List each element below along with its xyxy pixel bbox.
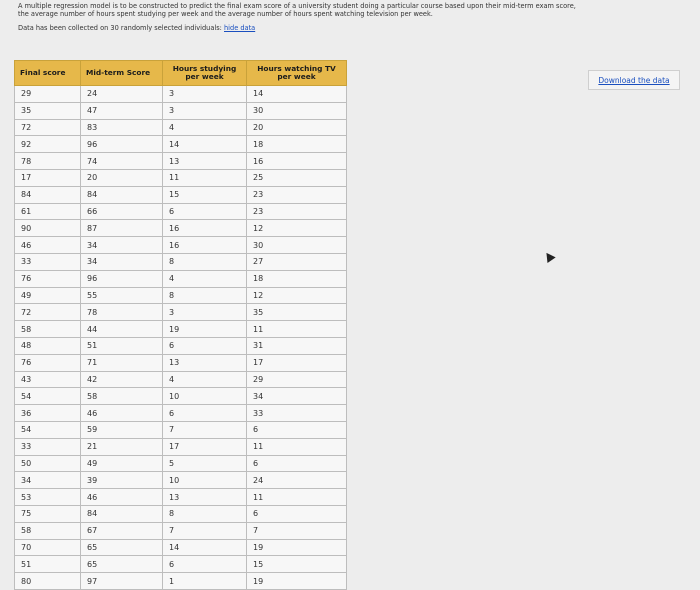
- table-cell: 29: [15, 86, 81, 103]
- table-cell: 67: [81, 522, 163, 539]
- table-row: [15, 220, 347, 237]
- table-cell: 13: [163, 489, 247, 506]
- table-row: [15, 186, 347, 203]
- table-cell: 12: [247, 220, 347, 237]
- table-cell: 23: [247, 186, 347, 203]
- table-cell: 3: [163, 102, 247, 119]
- table-row: [15, 287, 347, 304]
- table-cell: 61: [15, 203, 81, 220]
- table-cell: 4: [163, 371, 247, 388]
- header-hours-studying: Hours studying per week: [163, 61, 247, 86]
- table-cell: 10: [163, 472, 247, 489]
- table-cell: 92: [15, 136, 81, 153]
- table-cell: 55: [81, 287, 163, 304]
- table-row: [15, 337, 347, 354]
- table-cell: 80: [15, 573, 81, 590]
- table-row: [15, 119, 347, 136]
- table-cell: 6: [247, 505, 347, 522]
- table-cell: 42: [81, 371, 163, 388]
- table-cell: 1: [163, 573, 247, 590]
- table-cell: 24: [81, 86, 163, 103]
- table-cell: 8: [163, 505, 247, 522]
- data-table: [14, 60, 347, 590]
- table-cell: 84: [81, 505, 163, 522]
- table-cell: 59: [81, 421, 163, 438]
- table-cell: 7: [247, 522, 347, 539]
- table-cell: 54: [15, 388, 81, 405]
- table-cell: 58: [15, 522, 81, 539]
- table-cell: 30: [247, 102, 347, 119]
- table-cell: 3: [163, 304, 247, 321]
- table-row: [15, 86, 347, 103]
- table-row: [15, 136, 347, 153]
- data-note: [18, 24, 688, 32]
- table-row: [15, 102, 347, 119]
- table-cell: 7: [163, 421, 247, 438]
- table-cell: 33: [15, 438, 81, 455]
- table-cell: 96: [81, 136, 163, 153]
- table-cell: 4: [163, 119, 247, 136]
- table-cell: 46: [81, 489, 163, 506]
- table-cell: 65: [81, 539, 163, 556]
- table-cell: 19: [163, 321, 247, 338]
- table-cell: 17: [247, 354, 347, 371]
- table-cell: 33: [247, 405, 347, 422]
- table-cell: 14: [163, 539, 247, 556]
- table-row: [15, 455, 347, 472]
- table-cell: 70: [15, 539, 81, 556]
- table-cell: 49: [15, 287, 81, 304]
- mouse-cursor-icon: [542, 250, 555, 263]
- header-mid-term-score: Mid-term Score: [81, 61, 163, 86]
- table-row: [15, 270, 347, 287]
- header-final-score: Final score: [15, 61, 81, 86]
- table-row: [15, 539, 347, 556]
- table-cell: 35: [247, 304, 347, 321]
- table-cell: 11: [247, 438, 347, 455]
- table-cell: 90: [15, 220, 81, 237]
- table-row: [15, 203, 347, 220]
- table-cell: 46: [81, 405, 163, 422]
- table-cell: 58: [15, 321, 81, 338]
- table-cell: 43: [15, 371, 81, 388]
- table-cell: 65: [81, 556, 163, 573]
- table-cell: 20: [81, 169, 163, 186]
- table-row: [15, 388, 347, 405]
- table-cell: 17: [15, 169, 81, 186]
- table-cell: 51: [15, 556, 81, 573]
- table-cell: 87: [81, 220, 163, 237]
- table-cell: 34: [247, 388, 347, 405]
- table-row: [15, 304, 347, 321]
- problem-description: [18, 2, 688, 32]
- table-cell: 84: [15, 186, 81, 203]
- table-cell: 23: [247, 203, 347, 220]
- table-cell: 11: [163, 169, 247, 186]
- table-cell: 3: [163, 86, 247, 103]
- download-data-button[interactable]: Download the data: [588, 70, 680, 90]
- table-cell: 96: [81, 270, 163, 287]
- table-cell: 14: [247, 86, 347, 103]
- data-note-text: Data has been collected on 30 randomly selected individuals:: [18, 24, 222, 32]
- table-cell: 51: [81, 337, 163, 354]
- table-cell: 11: [247, 489, 347, 506]
- header-hours-tv: Hours watching TV per week: [247, 61, 347, 86]
- table-cell: 48: [15, 337, 81, 354]
- table-cell: 74: [81, 153, 163, 170]
- table-row: [15, 522, 347, 539]
- table-cell: 17: [163, 438, 247, 455]
- table-cell: 16: [247, 153, 347, 170]
- table-cell: 72: [15, 119, 81, 136]
- table-cell: 83: [81, 119, 163, 136]
- table-cell: 14: [163, 136, 247, 153]
- table-cell: 6: [163, 405, 247, 422]
- table-row: [15, 573, 347, 590]
- table-cell: 7: [163, 522, 247, 539]
- table-cell: 53: [15, 489, 81, 506]
- table-cell: 15: [247, 556, 347, 573]
- table-cell: 6: [163, 556, 247, 573]
- table-header-row: [15, 61, 347, 86]
- table-cell: 47: [81, 102, 163, 119]
- table-cell: 19: [247, 573, 347, 590]
- table-cell: 34: [15, 472, 81, 489]
- table-row: [15, 421, 347, 438]
- table-cell: 6: [163, 337, 247, 354]
- table-cell: 6: [247, 421, 347, 438]
- table-cell: 44: [81, 321, 163, 338]
- table-cell: 84: [81, 186, 163, 203]
- table-cell: 12: [247, 287, 347, 304]
- table-cell: 13: [163, 153, 247, 170]
- description-line-1: A multiple regression model is to be constructed to predict the final exam score of a university student doing a particular course based upon their mid-term exam score,: [18, 2, 576, 10]
- table-cell: 13: [163, 354, 247, 371]
- table-cell: 16: [163, 237, 247, 254]
- table-row: [15, 438, 347, 455]
- table-cell: 30: [247, 237, 347, 254]
- table-cell: 5: [163, 455, 247, 472]
- table-cell: 21: [81, 438, 163, 455]
- table-cell: 97: [81, 573, 163, 590]
- table-cell: 36: [15, 405, 81, 422]
- table-row: [15, 253, 347, 270]
- description-line-2: the average number of hours spent studying per week and the average number of hours spent watching television per week.: [18, 10, 433, 18]
- table-row: [15, 237, 347, 254]
- table-cell: 54: [15, 421, 81, 438]
- table-row: [15, 489, 347, 506]
- table-row: [15, 505, 347, 522]
- table-cell: 27: [247, 253, 347, 270]
- table-cell: 49: [81, 455, 163, 472]
- table-cell: 35: [15, 102, 81, 119]
- table-cell: 6: [163, 203, 247, 220]
- table-cell: 66: [81, 203, 163, 220]
- table-row: [15, 169, 347, 186]
- table-cell: 18: [247, 136, 347, 153]
- table-cell: 4: [163, 270, 247, 287]
- hide-data-link[interactable]: hide data: [224, 24, 256, 32]
- table-row: [15, 153, 347, 170]
- table-cell: 19: [247, 539, 347, 556]
- table-cell: 75: [15, 505, 81, 522]
- table-cell: 15: [163, 186, 247, 203]
- table-cell: 25: [247, 169, 347, 186]
- table-cell: 58: [81, 388, 163, 405]
- table-cell: 11: [247, 321, 347, 338]
- table-cell: 78: [81, 304, 163, 321]
- table-cell: 39: [81, 472, 163, 489]
- table-cell: 76: [15, 354, 81, 371]
- table-cell: 16: [163, 220, 247, 237]
- table-cell: 10: [163, 388, 247, 405]
- table-cell: 71: [81, 354, 163, 371]
- table-row: [15, 556, 347, 573]
- table-row: [15, 405, 347, 422]
- table-cell: 8: [163, 253, 247, 270]
- table-cell: 33: [15, 253, 81, 270]
- table-cell: 31: [247, 337, 347, 354]
- table-row: [15, 321, 347, 338]
- table-cell: 46: [15, 237, 81, 254]
- table-row: [15, 371, 347, 388]
- table-cell: 6: [247, 455, 347, 472]
- table-cell: 34: [81, 253, 163, 270]
- table-row: [15, 354, 347, 371]
- table-row: [15, 472, 347, 489]
- table-cell: 50: [15, 455, 81, 472]
- table-cell: 72: [15, 304, 81, 321]
- table-cell: 78: [15, 153, 81, 170]
- table-cell: 76: [15, 270, 81, 287]
- table-cell: 34: [81, 237, 163, 254]
- table-cell: 24: [247, 472, 347, 489]
- table-body: [15, 86, 347, 590]
- table-cell: 8: [163, 287, 247, 304]
- table-cell: 20: [247, 119, 347, 136]
- table-cell: 18: [247, 270, 347, 287]
- table-cell: 29: [247, 371, 347, 388]
